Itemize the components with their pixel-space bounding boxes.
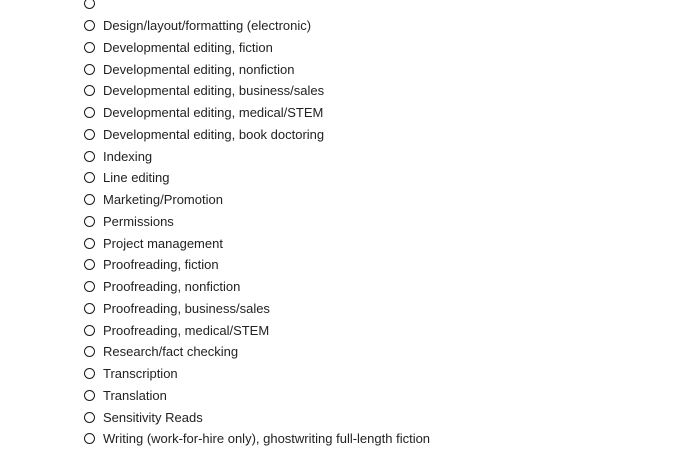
option-row[interactable]: [84, 276, 430, 298]
radio-button[interactable]: [84, 85, 95, 96]
radio-button[interactable]: [84, 151, 95, 162]
option-row[interactable]: [84, 145, 430, 167]
option-label: Developmental editing, medical/STEM: [103, 105, 324, 121]
radio-button[interactable]: [84, 129, 95, 140]
option-label: Line editing: [103, 170, 170, 186]
radio-button[interactable]: [84, 107, 95, 118]
option-row[interactable]: [84, 232, 430, 254]
radio-button[interactable]: [84, 325, 95, 336]
option-label: Translation: [103, 387, 167, 403]
option-row[interactable]: [84, 80, 430, 102]
option-label: Project management: [103, 235, 223, 251]
radio-button[interactable]: [84, 20, 95, 31]
option-label: Developmental editing, business/sales: [103, 83, 325, 99]
radio-button[interactable]: [84, 216, 95, 227]
radio-button[interactable]: [84, 303, 95, 314]
option-label: Marketing/Promotion: [103, 192, 223, 208]
option-row[interactable]: [84, 385, 430, 407]
option-row[interactable]: [84, 124, 430, 146]
option-row[interactable]: [84, 58, 430, 80]
option-label: Developmental editing, book doctoring: [103, 126, 325, 142]
option-label: Design/layout/formatting (electronic): [103, 18, 312, 34]
option-row[interactable]: [84, 167, 430, 189]
option-row[interactable]: [84, 37, 430, 59]
option-row[interactable]: [84, 341, 430, 363]
option-label: Proofreading, nonfiction: [103, 279, 241, 295]
option-row[interactable]: [84, 189, 430, 211]
radio-button[interactable]: [84, 64, 95, 75]
option-label: Proofreading, medical/STEM: [103, 322, 270, 338]
option-label: Transcription: [103, 366, 178, 382]
option-label: Developmental editing, nonfiction: [103, 61, 295, 77]
option-row[interactable]: [84, 406, 430, 428]
radio-button[interactable]: [84, 259, 95, 270]
option-row[interactable]: [84, 319, 430, 341]
option-row[interactable]: [84, 363, 430, 385]
option-label: Indexing: [103, 148, 153, 164]
option-label: Proofreading, fiction: [103, 257, 219, 273]
radio-button[interactable]: [84, 281, 95, 292]
option-label: Proofreading, business/sales: [103, 300, 270, 316]
service-options-list: [84, 0, 430, 450]
option-label: Permissions: [103, 213, 174, 229]
radio-button[interactable]: [84, 42, 95, 53]
option-row[interactable]: [84, 428, 430, 450]
option-row[interactable]: [84, 15, 430, 37]
option-row[interactable]: [84, 102, 430, 124]
radio-button[interactable]: [84, 412, 95, 423]
radio-button[interactable]: [84, 368, 95, 379]
option-label: Research/fact checking: [103, 344, 239, 360]
radio-button[interactable]: [84, 346, 95, 357]
option-label: Sensitivity Reads: [103, 409, 203, 425]
radio-button[interactable]: [84, 194, 95, 205]
radio-button[interactable]: [84, 390, 95, 401]
option-label: Writing (work-for-hire only), ghostwriting full-length fiction: [103, 431, 431, 447]
option-row[interactable]: [84, 298, 430, 320]
option-row[interactable]: [84, 0, 430, 15]
option-row[interactable]: [84, 254, 430, 276]
radio-button[interactable]: [84, 433, 95, 444]
option-label: Developmental editing, fiction: [103, 39, 273, 55]
radio-button[interactable]: [84, 172, 95, 183]
option-row[interactable]: [84, 211, 430, 233]
radio-button[interactable]: [84, 0, 95, 9]
radio-button[interactable]: [84, 238, 95, 249]
